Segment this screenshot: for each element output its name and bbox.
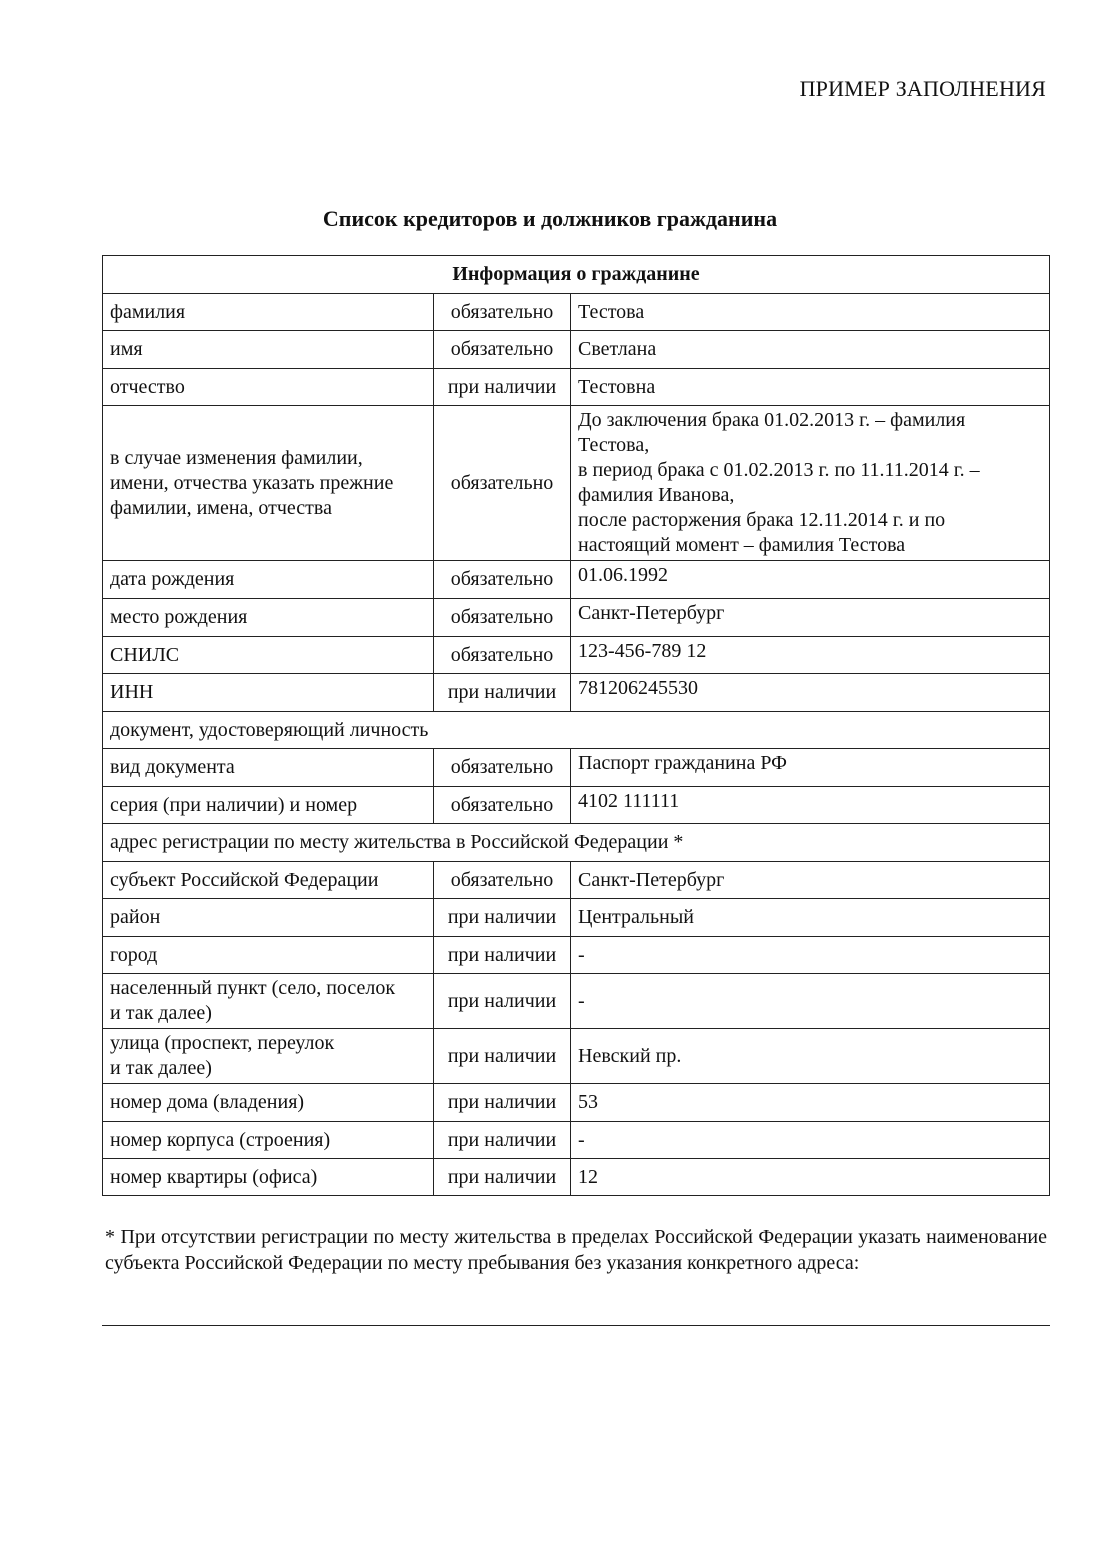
field-label: вид документа (103, 749, 434, 787)
field-label: населенный пункт (село, поселок и так далее) (103, 974, 434, 1029)
field-value: Санкт-Петербург (571, 862, 1050, 899)
field-value: 123-456-789 12 (571, 637, 1050, 674)
requirement-label: при наличии (434, 369, 571, 406)
table-row (103, 1122, 1050, 1159)
requirement-label: обязательно (434, 561, 571, 599)
field-value: 01.06.1992 (571, 561, 1050, 599)
field-label: город (103, 937, 434, 974)
field-label: СНИЛС (103, 637, 434, 674)
document-title: Список кредиторов и должников гражданина (322, 206, 778, 231)
table-row (103, 1159, 1050, 1196)
footnote: * При отсутствии регистрации по месту жительства в пределах Российской Федерации указать наименование субъекта Российской Федерации по месту пребывания без указания конкретного адреса: (105, 1226, 1047, 1274)
field-value: 12 (571, 1159, 1050, 1196)
table-row (103, 599, 1050, 637)
field-label: ИНН (103, 674, 434, 712)
citizen-info-table (102, 255, 1050, 1196)
field-value: Санкт-Петербург (571, 599, 1050, 637)
table-row (103, 974, 1050, 1029)
table-row (103, 637, 1050, 674)
field-value: Невский пр. (571, 1029, 1050, 1084)
table-row (103, 862, 1050, 899)
field-label: имя (103, 331, 434, 369)
field-value: - (571, 937, 1050, 974)
table-row (103, 331, 1050, 369)
requirement-label: при наличии (434, 1122, 571, 1159)
field-label: в случае изменения фамилии, имени, отчества указать прежние фамилии, имена, отчества (103, 406, 434, 561)
signature-line (102, 1325, 1050, 1326)
section-header-cell: Информация о гражданине (103, 256, 1050, 294)
table-row (103, 561, 1050, 599)
requirement-label: обязательно (434, 787, 571, 824)
table-row (103, 674, 1050, 712)
table-row (103, 937, 1050, 974)
field-label: район (103, 899, 434, 937)
field-value: Тестовна (571, 369, 1050, 406)
field-value: Тестова (571, 294, 1050, 331)
table-row (103, 899, 1050, 937)
subsection-label: документ, удостоверяющий личность (103, 712, 1050, 749)
field-value: Центральный (571, 899, 1050, 937)
field-label: дата рождения (103, 561, 434, 599)
requirement-label: при наличии (434, 974, 571, 1029)
table-row (103, 749, 1050, 787)
requirement-label: обязательно (434, 749, 571, 787)
sample-label: ПРИМЕР ЗАПОЛНЕНИЯ (799, 76, 1046, 101)
table-subsection-row (103, 712, 1050, 749)
field-value: 4102 111111 (571, 787, 1050, 824)
requirement-label: при наличии (434, 1029, 571, 1084)
table-section-header (103, 256, 1050, 294)
field-label: улица (проспект, переулок и так далее) (103, 1029, 434, 1084)
field-label: место рождения (103, 599, 434, 637)
requirement-label: обязательно (434, 637, 571, 674)
table-row (103, 1084, 1050, 1122)
field-value: 53 (571, 1084, 1050, 1122)
field-label: номер дома (владения) (103, 1084, 434, 1122)
table-row (103, 1029, 1050, 1084)
requirement-label: обязательно (434, 294, 571, 331)
requirement-label: при наличии (434, 899, 571, 937)
requirement-label: обязательно (434, 406, 571, 561)
table-subsection-row (103, 824, 1050, 862)
table-row (103, 369, 1050, 406)
field-value: Паспорт гражданина РФ (571, 749, 1050, 787)
field-value: До заключения брака 01.02.2013 г. – фамилия Тестова, в период брака с 01.02.2013 г. по 11.11.2014 г. – фамилия Иванова, после расторжения брака 12.11.2014 г. и по настоящий момент – фамилия Тестова (571, 406, 1050, 561)
requirement-label: при наличии (434, 674, 571, 712)
field-value: Светлана (571, 331, 1050, 369)
requirement-label: обязательно (434, 331, 571, 369)
requirement-label: при наличии (434, 1159, 571, 1196)
table-row (103, 406, 1050, 561)
field-label: субъект Российской Федерации (103, 862, 434, 899)
requirement-label: при наличии (434, 937, 571, 974)
field-value: 781206245530 (571, 674, 1050, 712)
field-label: номер корпуса (строения) (103, 1122, 434, 1159)
requirement-label: при наличии (434, 1084, 571, 1122)
table-row (103, 787, 1050, 824)
requirement-label: обязательно (434, 862, 571, 899)
field-label: фамилия (103, 294, 434, 331)
requirement-label: обязательно (434, 599, 571, 637)
field-label: отчество (103, 369, 434, 406)
subsection-label: адрес регистрации по месту жительства в Российской Федерации * (103, 824, 1050, 862)
table-row (103, 294, 1050, 331)
field-value: - (571, 974, 1050, 1029)
field-label: серия (при наличии) и номер (103, 787, 434, 824)
field-value: - (571, 1122, 1050, 1159)
field-label: номер квартиры (офиса) (103, 1159, 434, 1196)
